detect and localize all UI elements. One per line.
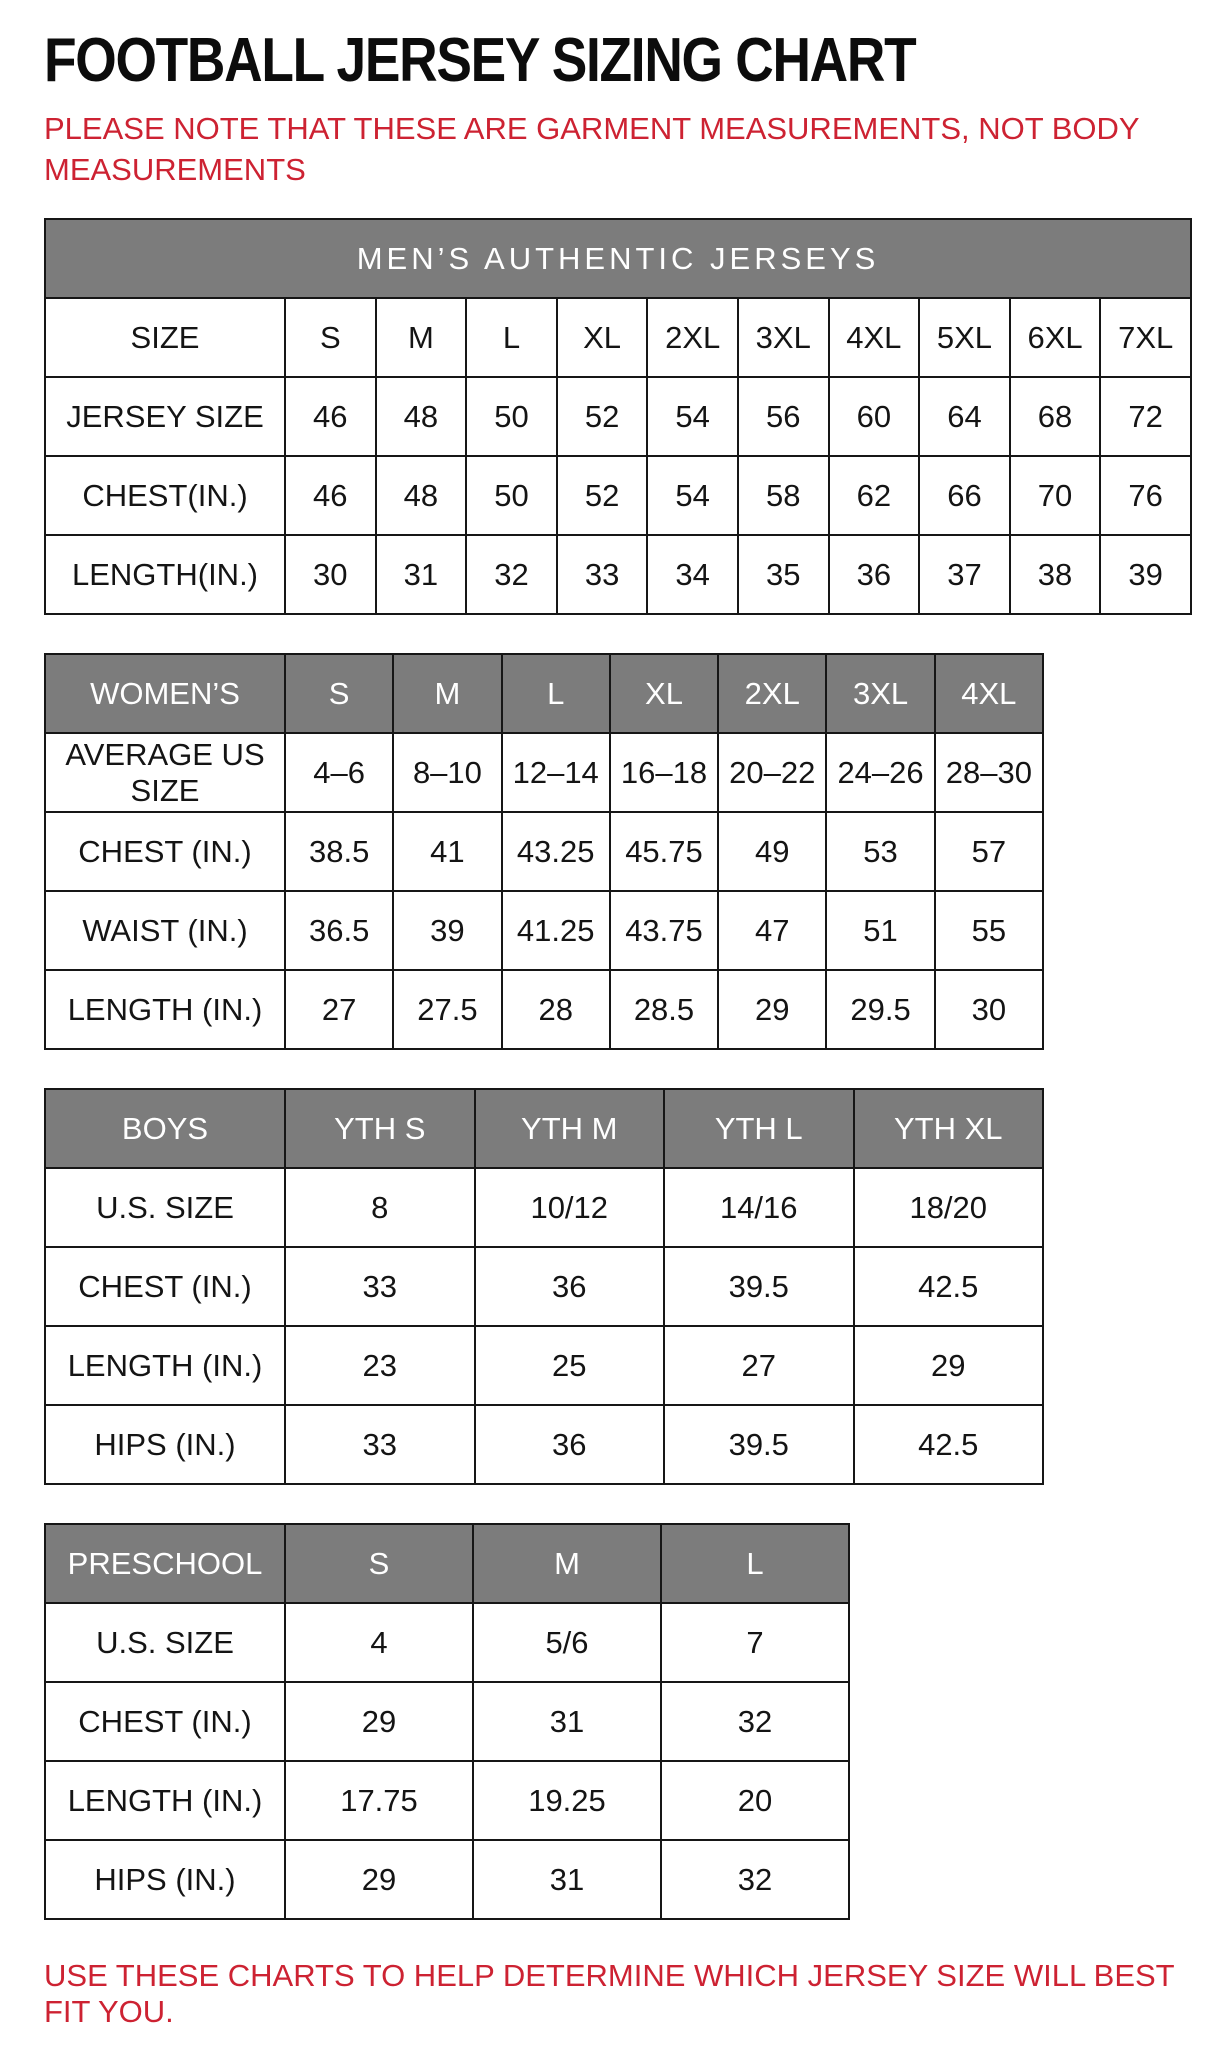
value-cell: 68 — [1010, 377, 1101, 456]
size-header-cell: YTH XL — [854, 1089, 1044, 1168]
value-cell: 51 — [826, 891, 934, 970]
value-cell: M — [376, 298, 467, 377]
value-cell: 53 — [826, 812, 934, 891]
row-label: CHEST (IN.) — [45, 1682, 285, 1761]
value-cell: 43.75 — [610, 891, 718, 970]
value-cell: 32 — [466, 535, 557, 614]
size-header-cell: YTH L — [664, 1089, 854, 1168]
value-cell: 5/6 — [473, 1603, 661, 1682]
size-header-cell: S — [285, 654, 393, 733]
size-header-cell: L — [661, 1524, 849, 1603]
value-cell: 37 — [919, 535, 1010, 614]
value-cell: 54 — [647, 456, 738, 535]
size-header-cell: M — [393, 654, 501, 733]
table-row — [45, 733, 1043, 812]
value-cell: 17.75 — [285, 1761, 473, 1840]
row-label: LENGTH (IN.) — [45, 970, 285, 1049]
value-cell: 27.5 — [393, 970, 501, 1049]
value-cell: 41 — [393, 812, 501, 891]
value-cell: 72 — [1100, 377, 1191, 456]
table-row — [45, 298, 1191, 377]
value-cell: 18/20 — [854, 1168, 1044, 1247]
value-cell: 10/12 — [475, 1168, 665, 1247]
row-label: CHEST (IN.) — [45, 812, 285, 891]
table-banner-row — [45, 219, 1191, 298]
value-cell: 42.5 — [854, 1247, 1044, 1326]
value-cell: 47 — [718, 891, 826, 970]
value-cell: 29 — [285, 1840, 473, 1919]
table-row — [45, 970, 1043, 1049]
row-label: LENGTH(IN.) — [45, 535, 285, 614]
value-cell: 29 — [718, 970, 826, 1049]
value-cell: 6XL — [1010, 298, 1101, 377]
value-cell: 64 — [919, 377, 1010, 456]
value-cell: 39 — [1100, 535, 1191, 614]
row-label: JERSEY SIZE — [45, 377, 285, 456]
value-cell: 48 — [376, 377, 467, 456]
value-cell: 4XL — [829, 298, 920, 377]
table-row — [45, 1761, 849, 1840]
value-cell: 4–6 — [285, 733, 393, 812]
value-cell: 28.5 — [610, 970, 718, 1049]
value-cell: 23 — [285, 1326, 475, 1405]
value-cell: 76 — [1100, 456, 1191, 535]
value-cell: 16–18 — [610, 733, 718, 812]
value-cell: 36.5 — [285, 891, 393, 970]
womens-table — [44, 653, 1044, 1050]
value-cell: 27 — [664, 1326, 854, 1405]
value-cell: 38.5 — [285, 812, 393, 891]
table-title-cell: BOYS — [45, 1089, 285, 1168]
value-cell: 30 — [285, 535, 376, 614]
value-cell: 70 — [1010, 456, 1101, 535]
table-row — [45, 535, 1191, 614]
table-row — [45, 1168, 1043, 1247]
value-cell: 32 — [661, 1840, 849, 1919]
preschool-table — [44, 1523, 850, 1920]
page-title: FOOTBALL JERSEY SIZING CHART — [44, 26, 916, 95]
size-header-cell: M — [473, 1524, 661, 1603]
value-cell: 39.5 — [664, 1405, 854, 1484]
value-cell: 45.75 — [610, 812, 718, 891]
table-row — [45, 1840, 849, 1919]
value-cell: 8 — [285, 1168, 475, 1247]
value-cell: 33 — [285, 1405, 475, 1484]
value-cell: 7 — [661, 1603, 849, 1682]
table-title-cell: WOMEN’S — [45, 654, 285, 733]
table-row — [45, 891, 1043, 970]
value-cell: 29.5 — [826, 970, 934, 1049]
table-row — [45, 1405, 1043, 1484]
value-cell: 20 — [661, 1761, 849, 1840]
value-cell: 8–10 — [393, 733, 501, 812]
fit-help-footer: USE THESE CHARTS TO HELP DETERMINE WHICH JERSEY SIZE WILL BEST FIT YOU. — [44, 1958, 1175, 2030]
mens-table — [44, 218, 1192, 615]
value-cell: 31 — [376, 535, 467, 614]
value-cell: S — [285, 298, 376, 377]
table-row — [45, 456, 1191, 535]
value-cell: 28 — [502, 970, 610, 1049]
value-cell: 52 — [557, 456, 648, 535]
row-label: WAIST (IN.) — [45, 891, 285, 970]
boys-table — [44, 1088, 1044, 1485]
value-cell: 36 — [475, 1405, 665, 1484]
value-cell: 24–26 — [826, 733, 934, 812]
size-header-cell: 4XL — [935, 654, 1043, 733]
value-cell: 28–30 — [935, 733, 1043, 812]
value-cell: 52 — [557, 377, 648, 456]
value-cell: 62 — [829, 456, 920, 535]
value-cell: 38 — [1010, 535, 1101, 614]
value-cell: 20–22 — [718, 733, 826, 812]
table-header-row — [45, 654, 1043, 733]
size-header-cell: 2XL — [718, 654, 826, 733]
size-header-cell: XL — [610, 654, 718, 733]
table-row — [45, 1603, 849, 1682]
value-cell: 35 — [738, 535, 829, 614]
value-cell: 33 — [557, 535, 648, 614]
value-cell: 56 — [738, 377, 829, 456]
value-cell: 39 — [393, 891, 501, 970]
value-cell: 14/16 — [664, 1168, 854, 1247]
value-cell: 36 — [829, 535, 920, 614]
row-label: LENGTH (IN.) — [45, 1326, 285, 1405]
value-cell: 54 — [647, 377, 738, 456]
row-label: CHEST (IN.) — [45, 1247, 285, 1326]
value-cell: 12–14 — [502, 733, 610, 812]
row-label: LENGTH (IN.) — [45, 1761, 285, 1840]
row-label: U.S. SIZE — [45, 1603, 285, 1682]
table-title-cell: PRESCHOOL — [45, 1524, 285, 1603]
value-cell: 36 — [475, 1247, 665, 1326]
size-header-cell: L — [502, 654, 610, 733]
value-cell: 49 — [718, 812, 826, 891]
value-cell: 57 — [935, 812, 1043, 891]
value-cell: L — [466, 298, 557, 377]
table-row — [45, 1682, 849, 1761]
value-cell: 48 — [376, 456, 467, 535]
table-row — [45, 1247, 1043, 1326]
value-cell: 50 — [466, 377, 557, 456]
size-header-cell: S — [285, 1524, 473, 1603]
value-cell: 31 — [473, 1840, 661, 1919]
value-cell: 39.5 — [664, 1247, 854, 1326]
value-cell: 55 — [935, 891, 1043, 970]
row-label: CHEST(IN.) — [45, 456, 285, 535]
table-row — [45, 377, 1191, 456]
value-cell: 60 — [829, 377, 920, 456]
value-cell: 25 — [475, 1326, 665, 1405]
value-cell: 4 — [285, 1603, 473, 1682]
value-cell: 50 — [466, 456, 557, 535]
value-cell: 58 — [738, 456, 829, 535]
value-cell: 32 — [661, 1682, 849, 1761]
garment-measurement-note: PLEASE NOTE THAT THESE ARE GARMENT MEASUREMENTS, NOT BODY MEASUREMENTS — [44, 111, 1140, 187]
size-header-cell: YTH M — [475, 1089, 665, 1168]
value-cell: 46 — [285, 456, 376, 535]
row-label: AVERAGE US SIZE — [45, 733, 285, 812]
value-cell: 29 — [285, 1682, 473, 1761]
value-cell: 31 — [473, 1682, 661, 1761]
value-cell: 33 — [285, 1247, 475, 1326]
table-header-row — [45, 1524, 849, 1603]
value-cell: 3XL — [738, 298, 829, 377]
value-cell: 7XL — [1100, 298, 1191, 377]
row-label: HIPS (IN.) — [45, 1405, 285, 1484]
value-cell: XL — [557, 298, 648, 377]
table-header-row — [45, 1089, 1043, 1168]
value-cell: 29 — [854, 1326, 1044, 1405]
table-row — [45, 812, 1043, 891]
row-label: SIZE — [45, 298, 285, 377]
value-cell: 27 — [285, 970, 393, 1049]
value-cell: 34 — [647, 535, 738, 614]
value-cell: 46 — [285, 377, 376, 456]
table-row — [45, 1326, 1043, 1405]
row-label: U.S. SIZE — [45, 1168, 285, 1247]
size-header-cell: YTH S — [285, 1089, 475, 1168]
value-cell: 41.25 — [502, 891, 610, 970]
table-banner: MEN’S AUTHENTIC JERSEYS — [45, 219, 1191, 298]
value-cell: 30 — [935, 970, 1043, 1049]
value-cell: 43.25 — [502, 812, 610, 891]
value-cell: 2XL — [647, 298, 738, 377]
value-cell: 66 — [919, 456, 1010, 535]
value-cell: 5XL — [919, 298, 1010, 377]
size-header-cell: 3XL — [826, 654, 934, 733]
row-label: HIPS (IN.) — [45, 1840, 285, 1919]
value-cell: 42.5 — [854, 1405, 1044, 1484]
value-cell: 19.25 — [473, 1761, 661, 1840]
